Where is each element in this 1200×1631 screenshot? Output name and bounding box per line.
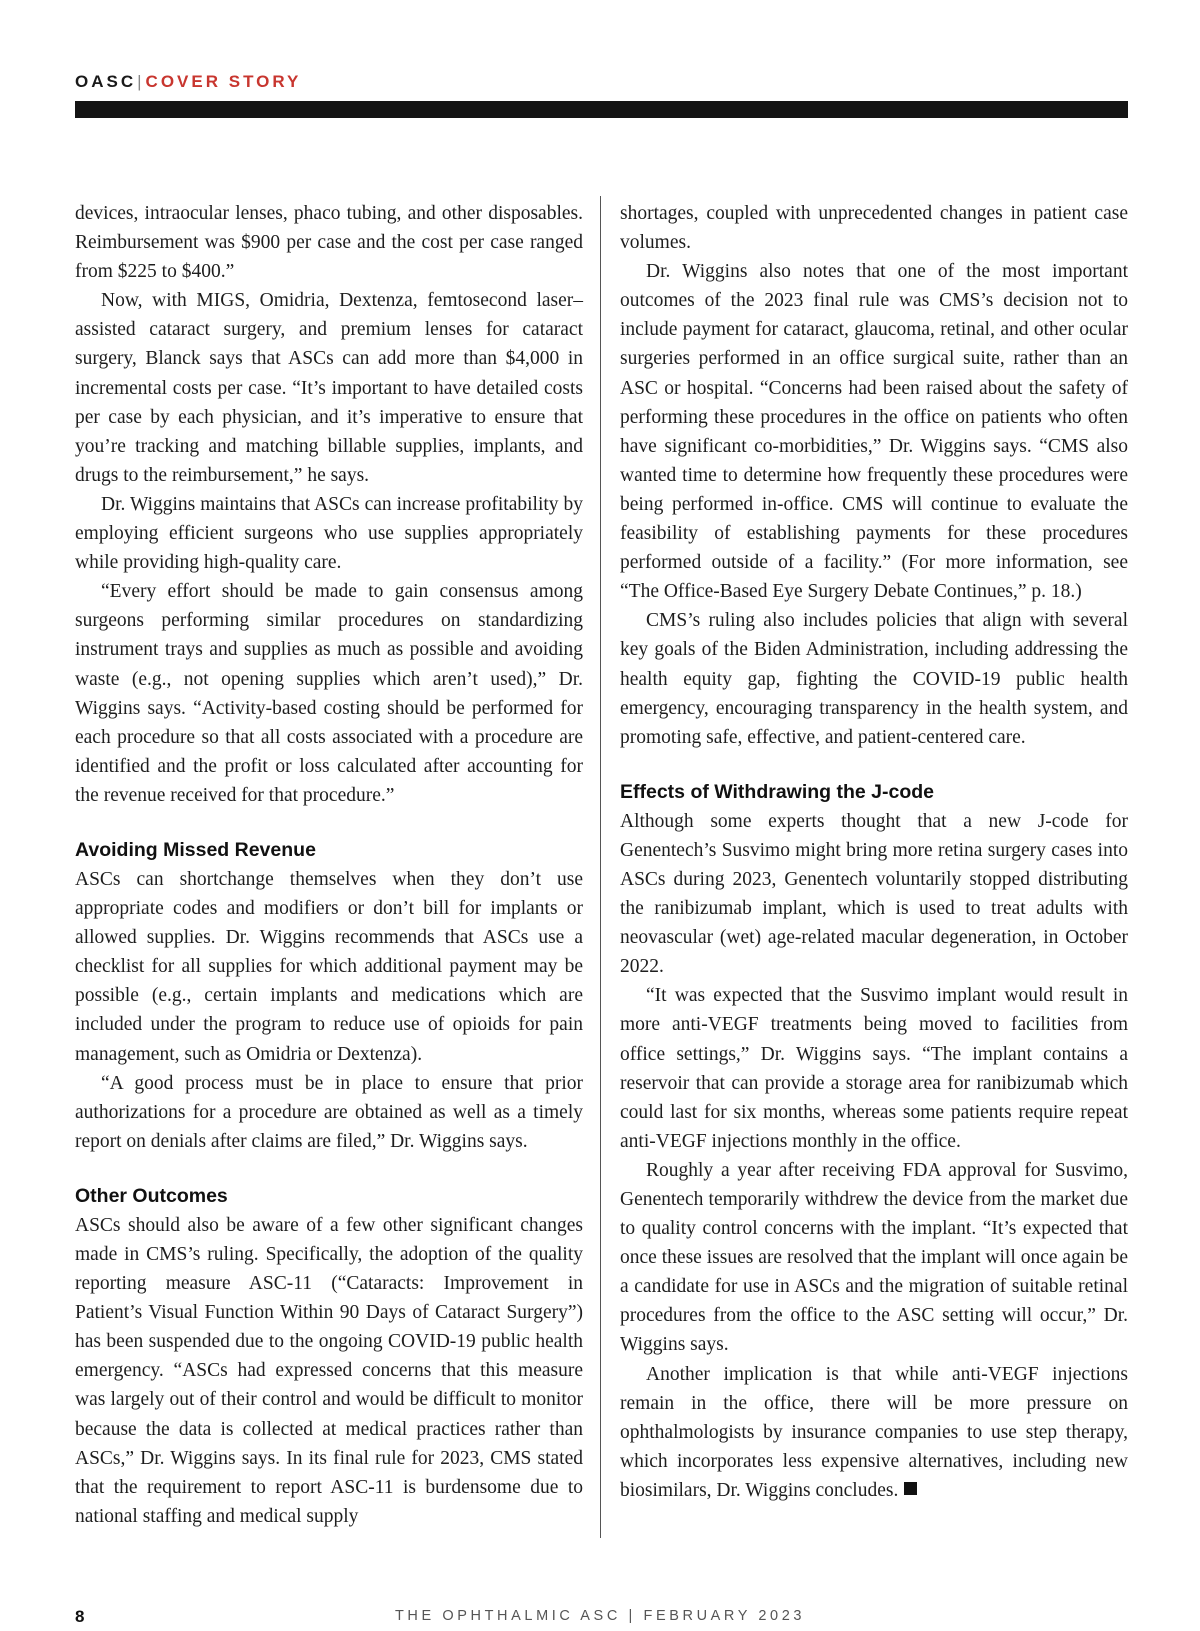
- paragraph: shortages, coupled with unprecedented changes in patient case volumes.: [620, 203, 1128, 254]
- right-column: [620, 199, 1128, 1505]
- paragraph: CMS’s ruling also includes policies that align with several key goals of the Biden Administration, including addressing the health equity gap, fighting the COVID-19 public health emergency, encouraging transparency in the health system, and promoting safe, effective, and patient-centered care.: [620, 610, 1128, 748]
- footer-publication: THE OPHTHALMIC ASC | FEBRUARY 2023: [394, 1608, 806, 1624]
- paragraph: Dr. Wiggins maintains that ASCs can increase profitability by employing efficient surgeons who use supplies appropriately while providing high-quality care.: [75, 493, 583, 574]
- paragraph: “It was expected that the Susvimo implant would result in more anti-VEGF treatments being moved to facilities from office settings,” Dr. Wiggins says. “The implant contains a reservoir that can provide a storage area for ranibizumab which could last for six months, whereas some patients require repeat anti-VEGF injections monthly in the office.: [620, 985, 1128, 1152]
- column-divider: [600, 196, 601, 1538]
- publication-abbrev: OASC: [75, 72, 137, 91]
- header-rule-bar: [75, 101, 1128, 118]
- running-header: [75, 72, 301, 92]
- paragraph: [620, 1360, 1128, 1505]
- paragraph-text: Another implication is that while anti-VEGF injections remain in the office, there will be more pressure on ophthalmologists by insurance companies to use step therapy, which incorporates less expensive alternatives, including new biosimilars, Dr. Wiggins concludes.: [620, 1363, 1128, 1501]
- section-label: COVER STORY: [145, 72, 302, 91]
- paragraph: Although some experts thought that a new J-code for Genentech’s Susvimo might bring more retina surgery cases into ASCs during 2023, Genentech voluntarily stopped distributing the ranibizumab implant, which is used to treat adults with neovascular (wet) age-related macular degeneration, in October 2022.: [620, 810, 1128, 978]
- paragraph: ASCs should also be aware of a few other significant changes made in CMS’s ruling. Specifically, the adoption of the quality reporting measure ASC-11 (“Cataracts: Improvement in Patient’s Visual Function Within 90 Days of Cataract Surgery”) has been suspended due to the ongoing COVID-19 public health emergency. “ASCs had expressed concerns that this measure was largely out of their control and would be difficult to monitor because the data is collected at medical practices rather than ASCs,” Dr. Wiggins says. In its final rule for 2023, CMS stated that the requirement to report ASC-11 is burdensome due to national staffing and medical supply: [75, 1214, 583, 1527]
- paragraph: ASCs can shortchange themselves when they don’t use appropriate codes and modifiers or don’t bill for implants or allowed supplies. Dr. Wiggins recommends that ASCs use a checklist for all supplies for which additional payment may be possible (e.g., certain implants and medications which are included under the program to reduce use of opioids for pain management, such as Omidria or Dextenza).: [75, 868, 583, 1065]
- end-mark-icon: [904, 1482, 917, 1495]
- paragraph: Now, with MIGS, Omidria, Dextenza, femtosecond laser–assisted cataract surgery, and premium lenses for cataract surgery, Blanck says that ASCs can add more than $4,000 in incremental costs per case. “It’s important to have detailed costs per case by each physician, and it’s imperative to ensure that you’re tracking and matching billable supplies, implants, and drugs to the reimbursement,” he says.: [75, 290, 583, 486]
- section-heading: Effects of Withdrawing the J-code: [620, 780, 935, 803]
- section-heading: Avoiding Missed Revenue: [75, 838, 316, 861]
- paragraph: devices, intraocular lenses, phaco tubing, and other disposables. Reimbursement was $900 per case and the cost per case ranged from $225 to $400.”: [75, 203, 583, 283]
- left-column: [75, 199, 583, 1531]
- section-heading: Other Outcomes: [75, 1184, 228, 1207]
- header-separator: |: [137, 72, 142, 91]
- paragraph: Dr. Wiggins also notes that one of the most important outcomes of the 2023 final rule was CMS’s decision not to include payment for cataract, glaucoma, retinal, and other ocular surgeries performed in an office surgical suite, rather than an ASC or hospital. “Concerns had been raised about the safety of performing these procedures in the office on patients who often have significant co-morbidities,” Dr. Wiggins says. “CMS also wanted time to determine how frequently these procedures were being performed in-office. CMS will continue to evaluate the feasibility of establishing payments for these procedures performed outside of a facility.” (For more information, see “The Office-Based Eye Surgery Debate Continues,” p. 18.): [620, 261, 1128, 603]
- page-number: 8: [75, 1607, 85, 1626]
- paragraph: “A good process must be in place to ensure that prior authorizations for a procedure are obtained as well as a timely report on denials after claims are filed,” Dr. Wiggins says.: [75, 1072, 583, 1152]
- paragraph: Roughly a year after receiving FDA approval for Susvimo, Genentech temporarily withdrew the device from the market due to quality control concerns with the implant. “It’s expected that once these issues are resolved that the implant will once again be a candidate for use in ASCs and the migration of suitable retinal procedures from the office to the ASC setting will occur,” Dr. Wiggins says.: [620, 1159, 1128, 1356]
- paragraph: “Every effort should be made to gain consensus among surgeons performing similar procedures on standardizing instrument trays and supplies as much as possible and avoiding waste (e.g., not opening supplies which aren’t used),” Dr. Wiggins says. “Activity-based costing should be performed for each procedure so that all costs associated with a procedure are identified and the profit or loss calculated after accounting for the revenue received for that procedure.”: [75, 581, 583, 806]
